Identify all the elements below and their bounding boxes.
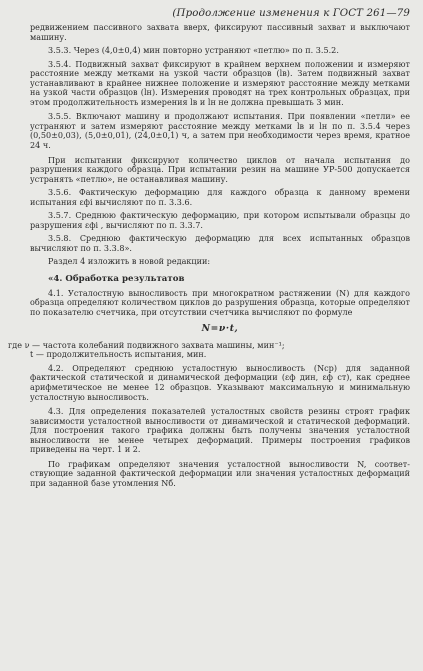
paragraph-testing-note: При испытании фиксируют количество циклов от начала испытания до разрушения каждого образца. При испытании резин на машине УР-500 допускается устранять «петлю», не останавливая машину. — [30, 155, 410, 184]
section-heading-4: «4. Обработка результатов — [48, 274, 185, 285]
paragraph-3-5-3: 3.5.3. Через (4,0±0,4) мин повторно устраняют «петлю» по п. 3.5.2. — [48, 46, 339, 56]
paragraph-3-5-7: 3.5.7. Среднюю фактическую деформацию, при котором испытывали образцы до разрушения εфi , вычисляют по п. 3.3.7. — [30, 211, 410, 230]
paragraph-section-change: Раздел 4 изложить в новой редакции: — [48, 257, 211, 267]
paragraph-graphs: По графикам определяют значения усталостной выносливости N, соответствующие заданной фактической деформации или значения усталостных деформаций при заданной базе утомления Nб. — [30, 459, 410, 488]
formula-where-line-2: t — продолжительность испытания, мин. — [30, 350, 207, 360]
paragraph-3-5-5: 3.5.5. Включают машину и продолжают испытания. При появлении «петли» ее устраняют и затем измеряют расстояние между метками lв и lн по п. 3.5.4 через (0,50±0,03), (5,0±0,01), (24,0±0,1) ч, а затем при необходимости через время, кратное 24 ч. — [30, 112, 410, 151]
document-body — [8, 23, 410, 488]
formula: N=ν·t, — [201, 323, 239, 335]
paragraph-1: редвижением пассивного захвата вверх, фиксируют пассивный захват и выключают машину. — [30, 23, 410, 42]
paragraph-3-5-6: 3.5.6. Фактическую деформацию для каждого образца к данному времени испытания εфi вычисляют по п. 3.3.6. — [30, 188, 410, 207]
paragraph-4-3: 4.3. Для определения показателей усталостных свойств резины строят график зависимости усталостной выносливости от динамической и статической деформаций. Для построения такого графика должны быть получены значения усталостной выносливости не менее четырех деформаций. Примеры построения графиков приведены на черт. 1 и 2. — [30, 407, 410, 455]
paragraph-3-5-8: 3.5.8. Среднюю фактическую деформацию для всех испытанных образцов вычисляют по п. 3.3.8». — [30, 234, 410, 253]
page-header: (Продолжение изменения к ГОСТ 261—79 — [172, 8, 410, 19]
paragraph-3-5-4: 3.5.4. Подвижный захват фиксируют в крайнем верхнем положении и измеряют расстояние между метками на узкой части образцов (lв). Затем подвижный захват устанавливают в крайнее нижнее положение и измеряют расстояние между метками на узкой части образцов (lн). Измерения проводят на трех контрольных образцах, при этом продолжительность измерения lв и lн не должна превышать 3 мин. — [30, 59, 410, 107]
formula-where-line-1: где ν — частота колебаний подвижного захвата машины, мин⁻¹; — [8, 340, 285, 350]
paragraph-4-1: 4.1. Усталостную выносливость при многократном растяжении (N) для каждого образца определяют количеством циклов до разрушения образца, которые определяют по показателю счетчика, при отсутствии счетчика вычисляют по формуле — [30, 288, 410, 317]
paragraph-4-2: 4.2. Определяют среднюю усталостную выносливость (Nср) для заданной фактической статической и динамической деформации (εф дин, εф ст), как среднее арифметическое не менее 12 образцов. Указывают максимальную и минимальную усталостную выносливость. — [30, 363, 410, 402]
